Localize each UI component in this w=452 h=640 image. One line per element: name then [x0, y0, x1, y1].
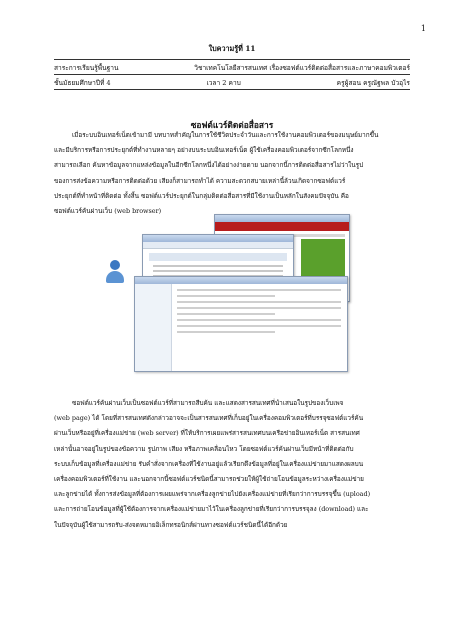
page-header-block — [149, 253, 287, 261]
header-rule-bottom — [54, 89, 410, 90]
grade-level: ชั้นมัธยมศึกษาปีที่ 4 — [54, 78, 111, 87]
window-titlebar — [143, 235, 293, 242]
paragraph-line: ซอฟต์แวร์ค้นผ่านเว็บ (web browser) — [54, 207, 162, 216]
paragraph-line: ประยุกต์ที่ทำหน้าที่ติดต่อ ทั้งสิ้น ซอฟต์แวร์ประยุกต์ในกลุ่มติดต่อสื่อสารที่มีใช้งานเป็นหลักในสังคมปัจจุบัน คือ — [54, 191, 349, 200]
site-banner — [215, 222, 349, 231]
paragraph-line: เครื่องคอมพิวเตอร์ที่ใช้งาน และนอกจากนี้ซอฟต์แวร์ชนิดนี้สามารถช่วยให้ผู้ใช้ถ่ายโอนข้อมูลระหว่างเครื่องแม่ข่าย — [54, 475, 364, 484]
worksheet-header — [54, 44, 410, 90]
paragraph-line: ซอฟต์แวร์ค้นผ่านเว็บเป็นซอฟต์แวร์ที่สามารถสืบค้น และแสดงสารสนเทศที่นำเสนอในรูปของเว็บเพจ — [72, 399, 344, 407]
paragraph-line: เมื่อระบบอินเทอร์เน็ตเข้ามามี บทบาทสำคัญในการใช้ชีวิตประจำวันและการใช้งานคอมพิวเตอร์ของมนุษย์มากขึ้น — [72, 131, 379, 139]
paragraph-web-browser — [54, 396, 410, 533]
paragraph-line: (web page) ได้ โดยที่สารสนเทศดังกล่าวอาจจะเป็นสารสนเทศที่เก็บอยู่ในเครื่องคอมพิวเตอร์ที่บรรจุซอฟต์แวร์ค้น — [54, 414, 364, 423]
header-row-1 — [54, 60, 410, 74]
paragraph-line: เหล่านั้นอาจอยู่ในรูปของข้อความ รูปภาพ เสียง หรือภาพเคลื่อนไหว โดยซอฟต์แวร์ค้นผ่านเว็บมีหน้าที่ติดต่อกับ — [54, 444, 354, 453]
paragraph-line: ของการส่งข้อความหรือการติดต่อด้วย เสียงก็สามารถทำได้ ความสะดวกสบายเหล่านี้ล้วนเกิดจากซอฟต์แวร์ — [54, 176, 346, 185]
page-content — [177, 289, 341, 337]
worksheet-title: ใบความรู้ที่ 11 — [208, 44, 256, 53]
paragraph-line: ในปัจจุบันผู้ใช้สามารถรับ-ส่งจดหมายอิเล็กทรอนิกส์ผ่านทางซอฟต์แวร์ชนิดนี้ได้อีกด้วย — [54, 520, 288, 529]
sidebar-panel — [135, 284, 172, 371]
page-number: 1 — [420, 24, 426, 33]
header-row-2 — [54, 75, 410, 89]
paragraph-intro — [54, 128, 410, 219]
teacher-name: ครูผู้สอน ครูณัฐพล บัวอุไร — [336, 78, 410, 87]
section-heading: ซอฟต์แวร์ติดต่อสื่อสาร — [190, 120, 274, 130]
paragraph-line: และการถ่ายโอนข้อมูลที่ผู้ใช้ต้องการจากเครื่องแม่ข่ายมาไว้ในเครื่องลูกข่ายที่เรียกว่าการบรรจุลง (download) และ — [54, 505, 369, 514]
browser-screenshots-figure — [104, 212, 350, 372]
paragraph-line: และลูกข่ายได้ ทั้งการส่งข้อมูลที่ต้องการเผยแพร่จากเครื่องลูกข่ายไปยังเครื่องแม่ข่ายที่เรียกว่าการบรรจุขึ้น (upload) — [54, 490, 371, 499]
course-topic: วิชาเทคโนโลยีสารสนเทศ เรื่องซอฟต์แวร์ติดต่อสื่อสารและภาษาคอมพิวเตอร์ — [194, 63, 410, 72]
subject-area: สาระการเรียนรู้พื้นฐาน — [54, 63, 119, 72]
paragraph-line: ผ่านเว็บหรืออยู่ที่เครื่องแม่ข่าย (web server) ที่ให้บริการเผยแพร่สารสนเทศบนเครือข่ายอินเทอร์เน็ต สารสนเทศ — [54, 429, 360, 438]
paragraph-line: สามารถเลือก ค้นหาข้อมูลจากแหล่งข้อมูลในอีกซีกโลกหนึ่งได้อย่างง่ายดาย นอกจากนี้การติดต่อสื่อสารไม่ว่าในรูป — [54, 161, 364, 170]
browser-toolbar — [143, 242, 293, 249]
window-titlebar — [135, 277, 347, 284]
user-icon — [104, 260, 126, 290]
window-titlebar — [215, 215, 349, 222]
paragraph-line: และมีบริการหรือการประยุกต์ที่ทำงานหลายๆ อย่างบนระบบอินเทอร์เน็ต ผู้ใช้เครื่องคอมพิวเตอร์จากซีกโลกหนึ่ง — [54, 146, 354, 155]
paragraph-line: ระบบเก็บข้อมูลที่เครื่องแม่ข่าย รับคำสั่งจากเครื่องที่ใช้งานอยู่แล้วเรียกดึงข้อมูลที่อยู่ในเครื่องแม่ข่ายมาแสดงผลบน — [54, 459, 364, 468]
browser-window-front — [134, 276, 348, 372]
class-time: เวลา 2 คาบ — [206, 78, 241, 87]
